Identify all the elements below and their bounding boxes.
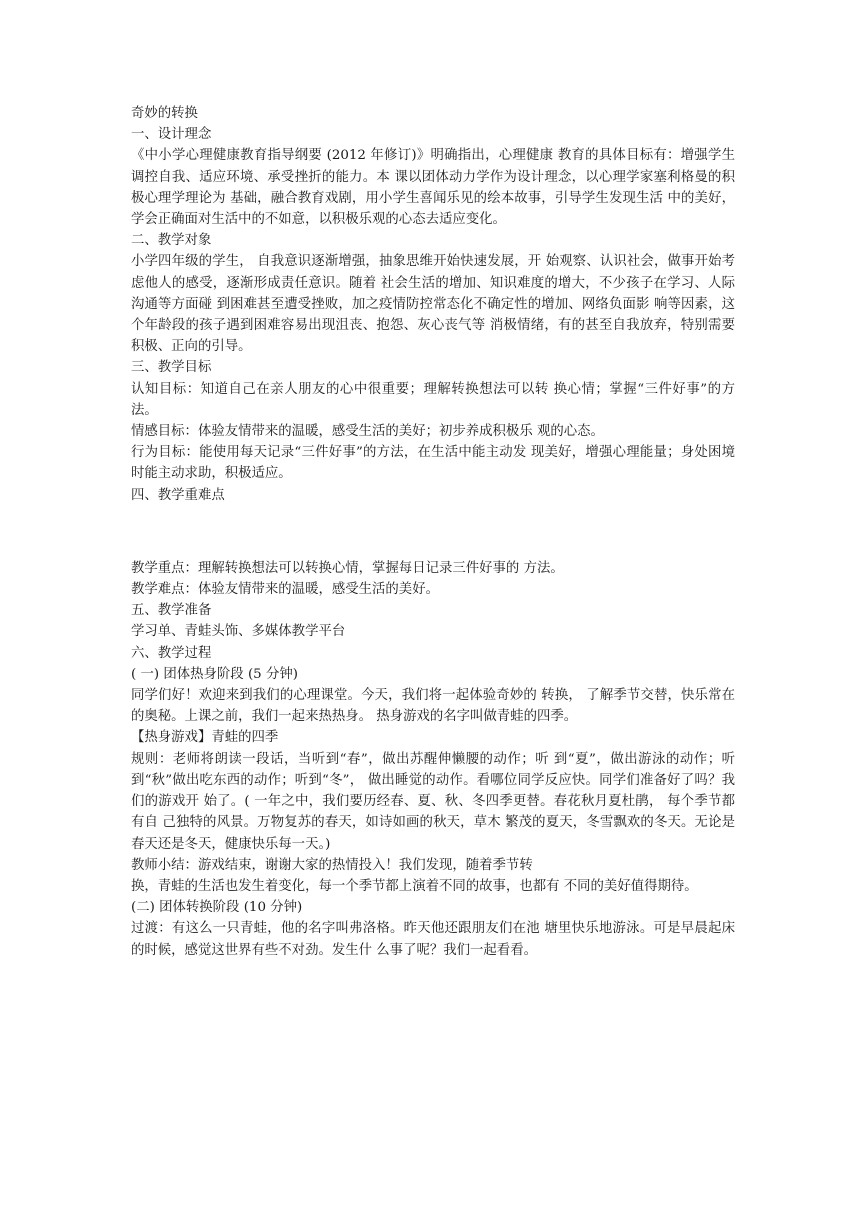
preparation-paragraph: 学习单、青蛙头饰、多媒体教学平台 <box>131 624 346 640</box>
section-heading-design-concept: 一、设计理念 <box>131 127 212 143</box>
transition-paragraph: 过渡：有这么一只青蛙，他的名字叫弗洛格。昨天他还跟朋友们在池 塘里快乐地游泳。可是早晨起床的时候，感觉这世界有些不对劲。发生什 么事了呢？我们一起看看。 <box>131 921 735 958</box>
behavior-goal-paragraph: 行为目标：能使用每天记录“三件好事”的方法，在生活中能主动发 现美好，增强心理能量；身处困境时能主动求助，积极适应。 <box>131 445 735 482</box>
section-heading-teaching-process: 六、教学过程 <box>131 645 212 661</box>
section-heading-key-points: 四、教学重难点 <box>131 487 225 503</box>
warmup-stage-heading: ( 一) 团体热身阶段 (5 分钟) <box>131 666 298 682</box>
section-heading-teaching-goals: 三、教学目标 <box>131 360 212 376</box>
warmup-game-rules-paragraph: 规则：老师将朗读一段话，当听到“春”，做出苏醒伸懒腰的动作；听 到“夏”，做出游泳的动作；听到“秋”做出吃东西的动作；听到“冬”， 做出睡觉的动作。看哪位同学反应快。同学们准备好了吗？我们的游戏开 始了。( 一年之中，我们要历经春、夏、秋、冬四季更替。春花秋月夏杜鹃， 每个季节都有自 己独特的风景。万物复苏的春天，如诗如画的秋天，草木 繁茂的夏天，冬雪飘欢的冬天。无论是春天还是冬天，健康快乐每一天。) <box>131 751 735 852</box>
teacher-summary-line: 教师小结：游戏结束，谢谢大家的热情投入！我们发现，随着季节转 <box>131 857 533 873</box>
warmup-intro-paragraph: 同学们好！欢迎来到我们的心理课堂。今天，我们将一起体验奇妙的 转换， 了解季节交替，快乐常在的奥秘。上课之前，我们一起来热热身。 热身游戏的名字叫做青蛙的四季。 <box>131 688 735 725</box>
warmup-game-heading: 【热身游戏】青蛙的四季 <box>131 730 279 746</box>
section-heading-teaching-object: 二、教学对象 <box>131 233 212 249</box>
cognitive-goal-paragraph: 认知目标：知道自己在亲人朋友的心中很重要；理解转换想法可以转 换心情；掌握“三件好事”的方法。 <box>131 381 735 418</box>
document-page <box>131 103 735 961</box>
teacher-summary-paragraph: 换，青蛙的生活也发生着变化，每一个季节都上演着不同的故事，也都有 不同的美好值得期待。 <box>131 878 698 894</box>
transition-stage-heading: (二) 团体转换阶段 (10 分钟) <box>131 900 303 916</box>
design-concept-paragraph: 《中小学心理健康教育指导纲要 (2012 年修订)》明确指出，心理健康 教育的具体目标有：增强学生调控自我、适应环境、承受挫折的能力。本 课以团体动力学作为设计理念，以心理学家塞利格曼的积极心理学理论为 基础，融合教育戏剧，用小学生喜闻乐见的绘本故事，引导学生发现生活 中的美好，学会正确面对生活中的不如意，以积极乐观的心态去适应变化。 <box>131 148 735 228</box>
difficult-point-paragraph: 教学难点：体验友情带来的温暖，感受生活的美好。 <box>131 582 439 598</box>
emotion-goal-paragraph: 情感目标：体验友情带来的温暖，感受生活的美好；初步养成积极乐 观的心态。 <box>131 424 604 440</box>
section-heading-preparation: 五、教学准备 <box>131 603 212 619</box>
teaching-object-paragraph: 小学四年级的学生， 自我意识逐渐增强，抽象思维开始快速发展，开 始观察、认识社会，做事开始考虑他人的感受，逐渐形成责任意识。随着 社会生活的增加、知识难度的增大，不少孩子在学习、人际沟通等方面碰 到困难甚至遭受挫败，加之疫情防控常态化不确定性的增加、网络负面影 响等因素，这个年龄段的孩子遇到困难容易出现沮丧、抱怨、灰心丧气等 消极情绪，有的甚至自我放弃，特别需要积极、正向的引导。 <box>131 254 735 355</box>
document-title: 奇妙的转换 <box>131 106 198 121</box>
key-point-paragraph: 教学重点：理解转换想法可以转换心情，掌握每日记录三件好事的 方法。 <box>131 560 564 576</box>
page-gap <box>131 506 735 558</box>
